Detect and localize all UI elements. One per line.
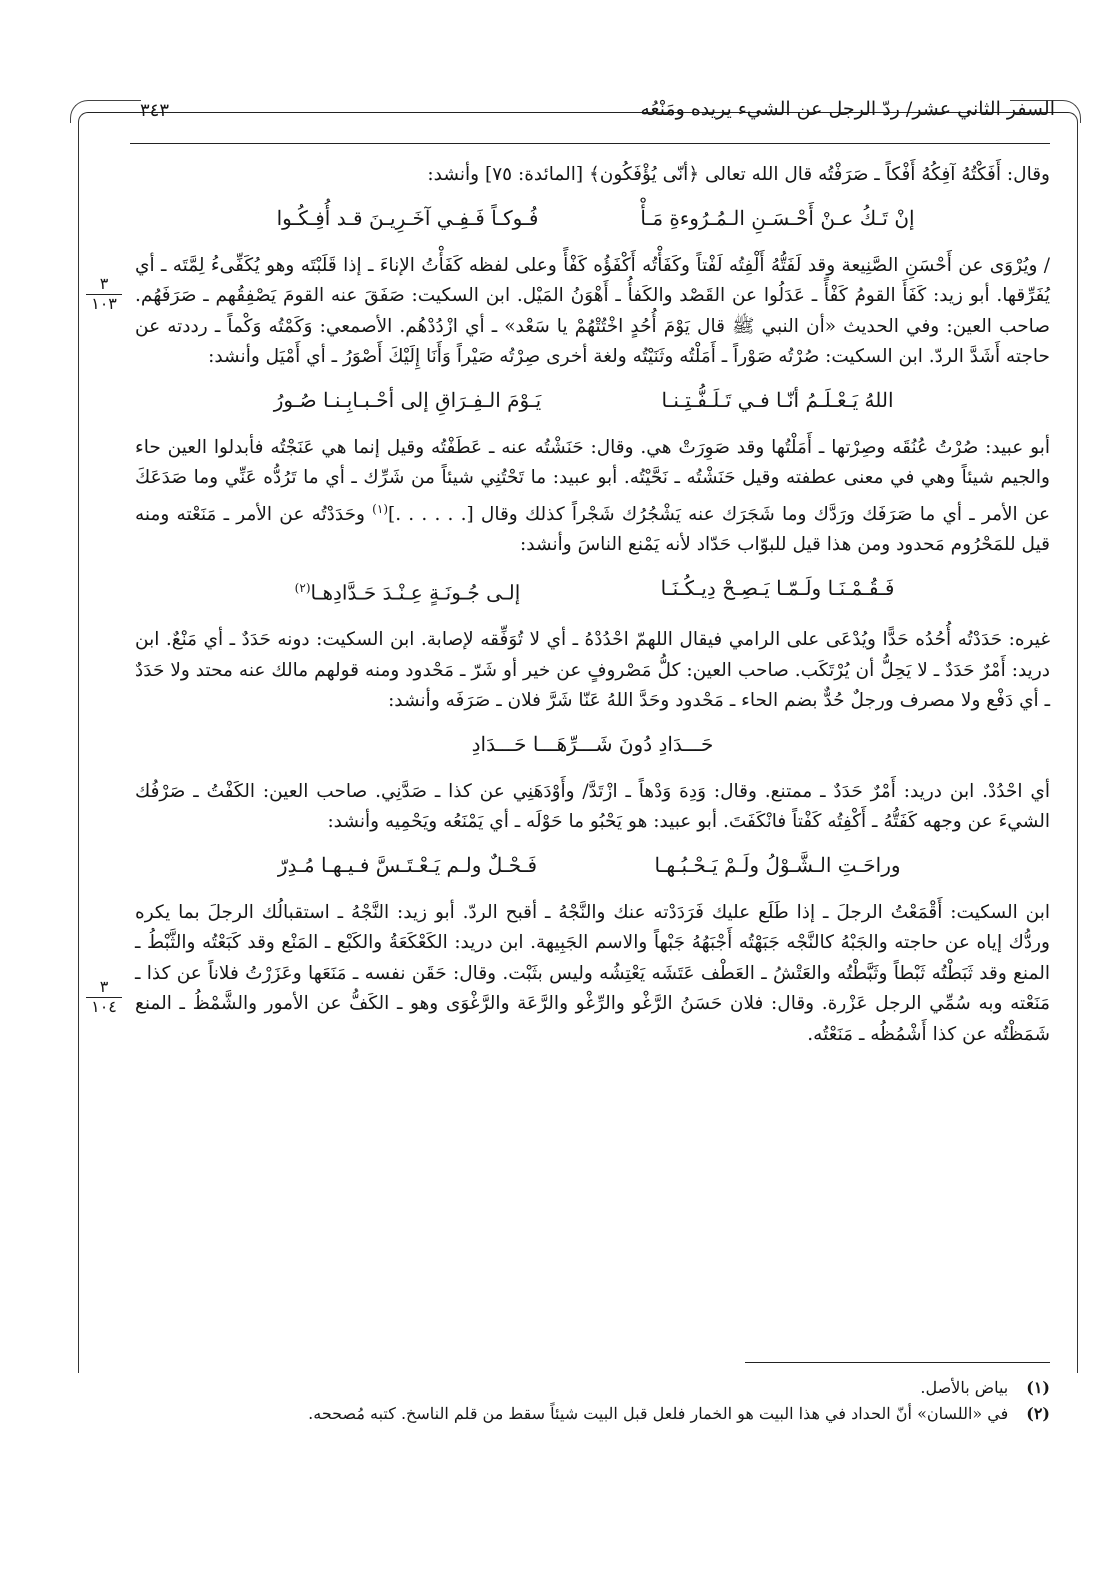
footnote (135, 1401, 1050, 1427)
paragraph-text: أبو عبيد: صُرْتُ عُنُقَه وصِرْتها ـ أَمَلْتُها وقد صَوِرَتْ هي. وقال: حَنَشْتُه عنه ـ عَطَفْتُه وقيل إنما هي عَنَجْتُه فأبدلوا العين حاء والجيم شيئاً وهي في معنى عطفته وقيل حَنَشْتُه ـ نَحَّيْتُه. أبو عبيد: ما تَحْتُنِي شيئاً من شَرِّك ـ أي ما تَرُدُّه عَنِّي وما صَدَعَكَ عن الأمر ـ أي ما صَرَفَك ورَدَّك وما شَجَرَك عنه يَشْجُرُك شَجْراً كذلك وقال [. . . . . .] (135, 436, 1051, 525)
main-text (135, 160, 1050, 1054)
paragraph: غيره: حَدَدْتُه أُحُدُه حَدًّا ويُدْعَى على الرامي فيقال اللهمّ احْدُدْهُ ـ أي لا تُوَفِّقه لإصابة. ابن السكيت: دونه حَدَدٌ ـ أي مَنْعٌ. ابن دريد: أَمْرٌ حَدَدٌ ـ لا يَحِلُّ أن يُرْتَكَب. صاحب العين: كلُّ مَصْروفٍ عن خير أو شَرّ ـ مَحْدود ومنه قولهم مالك عنه محتد ولا حَدَدٌ ـ أي دَفْع ولا مصرف ورجلٌ حُدٌّ بضم الحاء ـ مَحْدود وحَدَّ اللهُ عَنّا شَرَّ فلان ـ صَرَفَه وأنشد: (135, 629, 1050, 712)
header-rule (130, 143, 1050, 144)
footnote-number: (٢) (1026, 1404, 1050, 1423)
margin-note-volume: ٣ (86, 978, 122, 998)
verse-second-hemistich: فُـوكـاً فَـفِـي آخَـرِيـنَ قـد أُفِـكُـوا (276, 205, 539, 230)
paragraph: أي احْدُدْ. ابن دريد: أَمْرٌ حَدَدٌ ـ ممتنع. وقال: وَدِهَ وَدْهاً ـ ازْتَدَّ/ وأَوْدَهَنِي عن كذا ـ صَدَّنِي. صاحب العين: الكَفْتُ ـ صَرْفُك الشيءَ عن وجهه كَفَتُّهُ ـ أَكْفِتُه كَفْتاً فانْكَفَتَ. أبو عبيد: هو يَحْبُو ما حَوْلَه ـ أي يَمْنَعُه ويَحْمِيه وأنشد: (135, 780, 1050, 833)
footnotes (135, 1375, 1050, 1427)
verse-line: حَـــدَادِ دُونَ شَـــرِّهَـــا حَـــدَادِ (471, 731, 714, 756)
margin-note-folio: ١٠٤ (91, 997, 117, 1016)
verse-second-hemistich: يَـوْمَ الـفِـرَاقِ إلى أحْـبـابِـنـا صُـورُ (273, 387, 542, 412)
verse-first-hemistich: إنْ تَـكُ عـنْ أَحْـسَـنِ الـمُـرُوءةِ مَـأْ (640, 205, 915, 230)
footnote-text: في «اللسان» أنّ الحداد في هذا البيت هو الخمار فلعل قبل البيت شيئاً سقط من قلم الناسخ. كتبه مُصححه. (308, 1404, 1009, 1423)
margin-note-volume: ٣ (86, 275, 122, 295)
footnote-rule (745, 1362, 1050, 1363)
paragraph: / ويُرْوَى عن أَحْسَنِ الصَّنِيعة وقد لَفَتُّهُ أَلْفِتُه لَفْتاً وكَفَأْتُه أَكْفَؤُه كَفْأً وعلى لفظه كَفَأْتُ الإناءَ ـ إذا قَلَبْتَه وهو يُكَفِّىءُ لِمَّتَه ـ أي يُفَرِّقها. أبو زيد: كَفَأَ القومُ كَفْأً ـ عَدَلُوا عن القَصْد والكَفأُ ـ أَهْوَنُ المَيْل. ابن السكيت: صَفَقَ عنه القومَ يَصْفِقُهم ـ صَرَفَهُم. صاحب العين: وفي الحديث «أن النبي ﷺ قال يَوْمَ أُحُدٍ اخْتُتْهُمْ يا سَعْد» ـ أي ازْدُدْهُم. الأصمعي: وَكَمْتُه وَكْماً ـ رددته عن حاجته أَشَدَّ الردّ. ابن السكيت: صُرْتُه صَوْراً ـ أَمَلْتُه وثَنَيْتُه ولغة أخرى صِرْتُه صَيْراً وَأَنَا إِلَيْكَ أَصْوَرُ ـ أي أَمْيَل وأنشد: (135, 254, 1050, 367)
verse-single (135, 729, 1050, 759)
verse-couplet (135, 850, 1050, 880)
page-header (130, 98, 1055, 138)
paragraph (135, 433, 1050, 561)
paragraph: وقال: أَفَكْتُهُ آفِكُهُ أَفْكاً ـ صَرَفْتُه قال الله تعالى ﴿أنّى يُؤْفَكُون﴾ [المائدة: ٧٥] وأنشد: (427, 164, 1050, 185)
verse-first-hemistich: وراحَـتِ الـشَّـوْلُ ولَـمْ يَـحْـبُـهـا (654, 852, 901, 877)
paragraph: ابن السكيت: أَقْمَعْتُ الرجلَ ـ إذا طَلَع عليك فَرَدَدْته عنك والنَّجْهُ ـ أقبح الردّ. أبو زيد: النَّجْهُ ـ استقبالُك الرجلَ بما يكره وردُّك إياه عن حاجته والجَبْهُ كالنَّجْه جَبَهْتُه أَجْبَهُهُ جَبْهاً والاسم الجَبِيهة. ابن دريد: الكَعْكَعَةُ والكَبْع ـ المَنْع وقد كَبَعْتُه والثَّبْطُ ـ المنع وقد ثَبَطْتُه ثَبْطاً وثَبَّطْتُه والعَتْشُ ـ العَطْف عَتَشَه يَعْتِشُه وليس بثَبْت. وقال: حَقَن نفسه ـ مَنَعَها وعَزَرْتُ فلاناً عن كذا ـ مَنَعْته وبه سُمِّي الرجل عَزْرة. وقال: فلان حَسَنُ الرَّغْو والرِّغْو والرَّعَة والرَّغْوَى وهو ـ الكَفُّ عن الأمور والشَّمْظُ ـ المنع شَمَظْتُه عن كذا أَشْمُظُه ـ مَنَعْتُه. (135, 901, 1050, 1045)
paragraph-text: وحَدَدْتُه عن الأمر ـ مَنَعْته ومنه قيل للمَحْرُوم مَحدود ومن هذا قيل للبوّاب حَدّاد لأنه يَمْنع الناسَ وأنشد: (135, 503, 1050, 556)
verse-couplet (135, 203, 1050, 233)
footnote-marker: (١) (372, 501, 388, 516)
margin-note-2 (86, 978, 122, 1016)
verse-second-hemistich (258, 573, 558, 608)
margin-note-folio: ١٠٣ (91, 294, 117, 313)
verse-first-hemistich: اللهُ يَـعْـلَـمُ أنّـا فـي تَـلَـفُّـتِـنـا (661, 387, 894, 412)
running-head: السفر الثاني عشر/ ردّ الرجل عن الشيء يريده ومَنْعُه (640, 98, 1055, 120)
footnote-number: (١) (1026, 1378, 1050, 1397)
hemistich-text: إلـى جُـونَـةٍ عِـنْـدَ حَـدَّادِهـا (310, 580, 521, 605)
verse-couplet (135, 385, 1050, 415)
verse-first-hemistich: فَـقُـمْـنَـا ولَـمّـا يَـصِـحْ دِيـكُـنَـا (660, 575, 895, 600)
verse-couplet (135, 573, 1050, 608)
verse-second-hemistich: فَـحْـلٌ ولـم يَـعْـتَـسَّ فـيـهـا مُـدِرّ (277, 852, 538, 877)
page-number: ٣٤٣ (140, 100, 170, 121)
footnote-marker: (٢) (294, 580, 311, 595)
footnote-text: بياض بالأصل. (920, 1378, 1009, 1397)
footnote (135, 1375, 1050, 1401)
margin-note-1 (86, 275, 122, 313)
